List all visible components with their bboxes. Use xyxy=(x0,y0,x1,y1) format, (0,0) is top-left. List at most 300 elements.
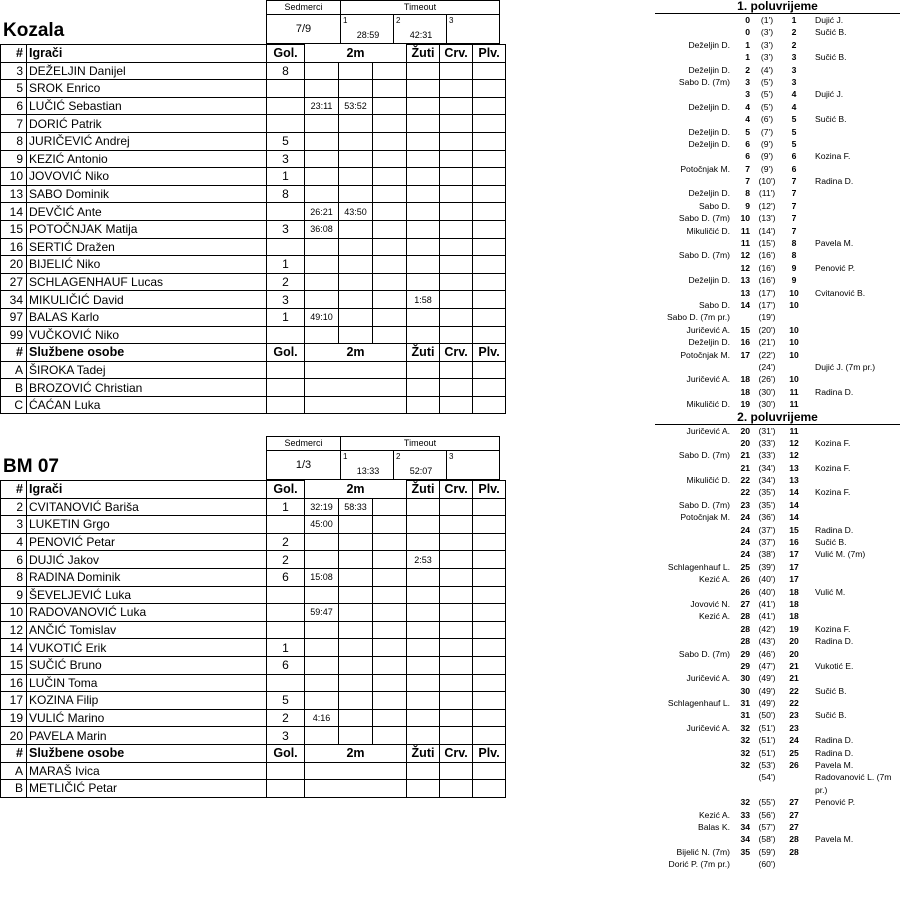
event-left-player: Sabo D. (7m) xyxy=(678,76,730,87)
event-right-player: Dujić J. (7m pr.) xyxy=(815,361,876,372)
player-blue xyxy=(473,308,506,326)
player-number: 3 xyxy=(1,516,27,534)
player-yellow xyxy=(407,308,440,326)
player-2m-1: 32:19 xyxy=(305,498,339,516)
event-left-score: 21 xyxy=(740,450,750,461)
event-right-score: 9 xyxy=(791,275,797,286)
event-minute: (36') xyxy=(758,512,776,523)
player-goals: 1 xyxy=(267,639,305,657)
event-minute: (16') xyxy=(758,275,776,286)
event-left-player: Juričević A. xyxy=(686,722,730,733)
event-row xyxy=(655,287,900,299)
player-2m-3 xyxy=(373,132,407,150)
event-left-player: Deželjin D. xyxy=(688,138,730,149)
player-yellow xyxy=(407,256,440,274)
player-2m-2 xyxy=(339,308,373,326)
event-right-player: Radina D. xyxy=(815,386,854,397)
event-right-score: 19 xyxy=(789,623,799,634)
event-right-score: 22 xyxy=(789,698,799,709)
player-yellow xyxy=(407,185,440,203)
event-right-score: 6 xyxy=(791,163,797,174)
event-left-score: 0 xyxy=(745,27,750,38)
player-row xyxy=(1,586,506,604)
player-yellow xyxy=(407,115,440,133)
players-table xyxy=(0,44,506,414)
event-left-score: 1 xyxy=(745,39,750,50)
col-hash: # xyxy=(1,744,27,762)
event-left-player: Deželjin D. xyxy=(688,337,730,348)
event-row xyxy=(655,212,900,224)
event-row xyxy=(655,486,900,498)
player-row xyxy=(1,568,506,586)
event-left-score: 14 xyxy=(740,299,750,310)
event-left-score: 24 xyxy=(740,549,750,560)
event-right-score: 4 xyxy=(791,89,797,100)
player-red xyxy=(440,326,473,344)
event-left-player: Deželjin D. xyxy=(688,64,730,75)
event-right-player: Sučić B. xyxy=(815,27,847,38)
player-red xyxy=(440,568,473,586)
table-header-row xyxy=(1,744,506,762)
event-minute: (51') xyxy=(758,735,776,746)
player-goals: 3 xyxy=(267,220,305,238)
official-2m xyxy=(305,361,407,379)
event-minute: (17') xyxy=(758,287,776,298)
event-minute: (58') xyxy=(758,834,776,845)
player-row xyxy=(1,498,506,516)
player-2m-3 xyxy=(373,150,407,168)
player-goals xyxy=(267,115,305,133)
event-left-score: 32 xyxy=(740,747,750,758)
player-red xyxy=(440,586,473,604)
player-name: CVITANOVIĆ Bariša xyxy=(27,498,267,516)
official-letter: B xyxy=(1,780,27,798)
player-row xyxy=(1,291,506,309)
event-left-player: Kezić A. xyxy=(698,574,730,585)
player-goals xyxy=(267,674,305,692)
event-minute: (41') xyxy=(758,611,776,622)
event-left-score: 29 xyxy=(740,648,750,659)
player-red xyxy=(440,132,473,150)
player-2m-1 xyxy=(305,586,339,604)
event-minute: (50') xyxy=(758,710,776,721)
table-header-row xyxy=(1,45,506,63)
player-blue xyxy=(473,203,506,221)
player-number: 16 xyxy=(1,238,27,256)
event-minute: (5') xyxy=(760,101,774,112)
col-goals: Gol. xyxy=(267,344,305,362)
event-left-player: Sabo D. (7m) xyxy=(678,250,730,261)
player-2m-3 xyxy=(373,727,407,745)
event-row xyxy=(655,462,900,474)
player-blue xyxy=(473,586,506,604)
event-row xyxy=(655,76,900,88)
player-2m-2 xyxy=(339,80,373,98)
event-right-player: Kozina F. xyxy=(815,462,851,473)
event-left-score: 7 xyxy=(745,176,750,187)
event-left-score: 24 xyxy=(740,537,750,548)
event-row xyxy=(655,796,900,808)
event-row xyxy=(655,511,900,523)
col-title: Službene osobe xyxy=(27,344,267,362)
player-blue xyxy=(473,185,506,203)
event-left-score: 1 xyxy=(745,52,750,63)
team-name: BM 07 xyxy=(3,456,59,477)
player-red xyxy=(440,80,473,98)
player-2m-3 xyxy=(373,115,407,133)
player-yellow: 2:53 xyxy=(407,551,440,569)
event-minute: (22') xyxy=(758,349,776,360)
event-right-score: 23 xyxy=(789,722,799,733)
event-row xyxy=(655,784,900,796)
official-letter: A xyxy=(1,762,27,780)
player-red xyxy=(440,674,473,692)
event-right-score: 5 xyxy=(791,126,797,137)
event-right-score: 7 xyxy=(791,213,797,224)
sedmerci-label: Sedmerci xyxy=(266,0,341,15)
event-left-player: Sabo D. (7m pr.) xyxy=(666,312,730,323)
event-right-score: 14 xyxy=(789,487,799,498)
player-yellow xyxy=(407,97,440,115)
player-goals: 6 xyxy=(267,656,305,674)
player-2m-1: 15:08 xyxy=(305,568,339,586)
event-left-score: 19 xyxy=(740,399,750,410)
player-2m-2 xyxy=(339,516,373,534)
col-title: Igrači xyxy=(27,45,267,63)
timeout-cell xyxy=(393,14,447,44)
event-row xyxy=(655,163,900,175)
player-number: 19 xyxy=(1,709,27,727)
event-right-player: Vulić M. xyxy=(815,586,846,597)
event-left-player: Deželjin D. xyxy=(688,275,730,286)
event-right-score: 17 xyxy=(789,549,799,560)
timeout-cell xyxy=(393,450,447,480)
official-row xyxy=(1,396,506,414)
player-2m-1 xyxy=(305,533,339,551)
player-goals: 1 xyxy=(267,168,305,186)
player-number: 2 xyxy=(1,498,27,516)
player-row xyxy=(1,674,506,692)
event-left-score: 16 xyxy=(740,337,750,348)
event-right-player: Sučić B. xyxy=(815,685,847,696)
event-right-player: Dujić J. xyxy=(815,15,844,25)
event-minute: (51') xyxy=(758,722,776,733)
event-left-score: 20 xyxy=(740,437,750,448)
timeout-cell xyxy=(446,450,500,480)
player-2m-3 xyxy=(373,308,407,326)
event-row xyxy=(655,299,900,311)
col-2m: 2m xyxy=(305,344,407,362)
event-right-player: Radovanović L. (7m xyxy=(815,772,892,783)
official-yellow xyxy=(407,780,440,798)
event-right-score: 26 xyxy=(789,760,799,771)
half-title: 1. poluvrijeme xyxy=(655,0,900,14)
player-name: RADINA Dominik xyxy=(27,568,267,586)
event-row xyxy=(655,821,900,833)
event-left-score: 5 xyxy=(745,126,750,137)
event-right-score: 7 xyxy=(791,225,797,236)
event-minute: (11') xyxy=(758,188,776,199)
player-2m-1: 59:47 xyxy=(305,604,339,622)
col-blue: Plv. xyxy=(473,344,506,362)
player-name: SROK Enrico xyxy=(27,80,267,98)
player-blue xyxy=(473,62,506,80)
player-red xyxy=(440,291,473,309)
event-right-score: 20 xyxy=(789,648,799,659)
event-right-score: 3 xyxy=(791,76,797,87)
player-2m-1 xyxy=(305,115,339,133)
event-left-score: 11 xyxy=(740,238,750,249)
event-left-score: 24 xyxy=(740,512,750,523)
player-yellow xyxy=(407,62,440,80)
player-2m-3 xyxy=(373,185,407,203)
event-minute: (17') xyxy=(758,299,776,310)
timeout-cell xyxy=(340,14,394,44)
player-blue xyxy=(473,132,506,150)
official-2m xyxy=(305,396,407,414)
official-2m xyxy=(305,780,407,798)
player-red xyxy=(440,256,473,274)
event-left-score: 32 xyxy=(740,722,750,733)
official-red xyxy=(440,361,473,379)
player-number: 14 xyxy=(1,639,27,657)
player-red xyxy=(440,168,473,186)
official-empty xyxy=(267,379,305,397)
col-blue: Plv. xyxy=(473,744,506,762)
official-yellow xyxy=(407,361,440,379)
event-right-score: 27 xyxy=(789,809,799,820)
col-2m: 2m xyxy=(305,45,407,63)
event-right-player: Radina D. xyxy=(815,176,854,187)
player-2m-1 xyxy=(305,62,339,80)
official-row xyxy=(1,379,506,397)
event-right-player: Sučić B. xyxy=(815,52,847,63)
event-right-score: 11 xyxy=(789,386,799,397)
col-hash: # xyxy=(1,45,27,63)
player-red xyxy=(440,516,473,534)
official-name: METLIČIĆ Petar xyxy=(27,780,267,798)
player-goals xyxy=(267,586,305,604)
event-minute: (49') xyxy=(758,673,776,684)
player-blue xyxy=(473,150,506,168)
col-yellow: Žuti xyxy=(407,344,440,362)
event-left-player: Mikuličić D. xyxy=(686,399,730,410)
event-minute: (9') xyxy=(760,151,774,162)
player-2m-2 xyxy=(339,709,373,727)
player-name: PAVELA Marin xyxy=(27,727,267,745)
event-minute: (3') xyxy=(760,27,774,38)
event-left-player: Schlagenhauf L. xyxy=(667,698,730,709)
event-right-score: 18 xyxy=(789,586,799,597)
event-right-player: Kozina F. xyxy=(815,151,851,162)
player-row xyxy=(1,656,506,674)
event-row xyxy=(655,26,900,38)
timeout-label: Timeout xyxy=(340,436,500,451)
col-goals: Gol. xyxy=(267,744,305,762)
event-minute: (12') xyxy=(758,200,776,211)
event-left-score: 17 xyxy=(740,349,750,360)
event-right-score: 17 xyxy=(789,561,799,572)
player-2m-2: 58:33 xyxy=(339,498,373,516)
player-yellow xyxy=(407,150,440,168)
player-number: 3 xyxy=(1,62,27,80)
half-title: 2. poluvrijeme xyxy=(655,411,900,425)
event-left-score: 12 xyxy=(740,262,750,273)
event-right-score: 4 xyxy=(791,101,797,112)
official-red xyxy=(440,762,473,780)
player-2m-2 xyxy=(339,291,373,309)
player-number: 9 xyxy=(1,586,27,604)
player-2m-2 xyxy=(339,132,373,150)
player-2m-3 xyxy=(373,220,407,238)
event-left-player: Juričević A. xyxy=(686,425,730,436)
player-2m-2 xyxy=(339,551,373,569)
player-2m-1: 45:00 xyxy=(305,516,339,534)
event-minute: (13') xyxy=(758,213,776,224)
event-right-player: Penović P. xyxy=(815,262,855,273)
player-name: MIKULIČIĆ David xyxy=(27,291,267,309)
event-left-player: Bijelić N. (7m) xyxy=(676,846,730,857)
player-red xyxy=(440,115,473,133)
player-row xyxy=(1,115,506,133)
player-row xyxy=(1,185,506,203)
player-row xyxy=(1,80,506,98)
player-number: 5 xyxy=(1,80,27,98)
event-minute: (54') xyxy=(758,772,776,783)
event-right-score: 8 xyxy=(791,238,797,249)
player-yellow xyxy=(407,692,440,710)
event-right-score: 14 xyxy=(789,512,799,523)
match-events-log xyxy=(655,0,900,871)
official-blue xyxy=(473,780,506,798)
event-row xyxy=(655,249,900,261)
event-left-score: 31 xyxy=(740,698,750,709)
event-minute: (33') xyxy=(758,437,776,448)
event-right-score: 14 xyxy=(789,499,799,510)
player-name: LUKETIN Grgo xyxy=(27,516,267,534)
event-right-score: 15 xyxy=(789,524,799,535)
event-row xyxy=(655,175,900,187)
event-right-score: 2 xyxy=(791,27,797,38)
event-row xyxy=(655,548,900,560)
player-blue xyxy=(473,115,506,133)
player-yellow xyxy=(407,568,440,586)
event-minute: (33') xyxy=(758,450,776,461)
player-red xyxy=(440,551,473,569)
player-name: DORIĆ Patrik xyxy=(27,115,267,133)
event-right-score: 9 xyxy=(791,262,797,273)
player-2m-3 xyxy=(373,238,407,256)
event-row xyxy=(655,747,900,759)
official-yellow xyxy=(407,762,440,780)
player-goals xyxy=(267,326,305,344)
event-left-score: 6 xyxy=(745,138,750,149)
col-red: Crv. xyxy=(440,344,473,362)
player-name: LUČIN Toma xyxy=(27,674,267,692)
table-header-row xyxy=(1,481,506,499)
event-right-player: Pavela M. xyxy=(815,760,854,771)
player-2m-2 xyxy=(339,727,373,745)
player-row xyxy=(1,238,506,256)
player-2m-1 xyxy=(305,326,339,344)
player-row xyxy=(1,308,506,326)
player-red xyxy=(440,727,473,745)
player-2m-1 xyxy=(305,621,339,639)
event-row xyxy=(655,685,900,697)
player-number: 15 xyxy=(1,220,27,238)
event-row xyxy=(655,858,900,870)
event-row xyxy=(655,274,900,286)
event-row xyxy=(655,474,900,486)
event-right-score: 17 xyxy=(789,574,799,585)
table-header-row xyxy=(1,344,506,362)
player-goals xyxy=(267,97,305,115)
player-row xyxy=(1,168,506,186)
event-left-score: 12 xyxy=(740,250,750,261)
player-yellow xyxy=(407,656,440,674)
event-minute: (53') xyxy=(758,760,776,771)
player-red xyxy=(440,604,473,622)
player-row xyxy=(1,256,506,274)
event-row xyxy=(655,311,900,323)
player-blue xyxy=(473,692,506,710)
event-right-player: Radina D. xyxy=(815,636,854,647)
event-left-score: 15 xyxy=(740,324,750,335)
player-2m-2 xyxy=(339,639,373,657)
event-minute: (21') xyxy=(758,337,776,348)
event-right-score: 24 xyxy=(789,735,799,746)
player-name: LUČIĆ Sebastian xyxy=(27,97,267,115)
player-row xyxy=(1,639,506,657)
event-right-player: Penović P. xyxy=(815,797,855,808)
event-left-score: 25 xyxy=(740,561,750,572)
player-2m-2 xyxy=(339,220,373,238)
player-goals xyxy=(267,604,305,622)
event-right-score: 6 xyxy=(791,151,797,162)
event-minute: (3') xyxy=(760,39,774,50)
event-right-score: 8 xyxy=(791,250,797,261)
col-yellow: Žuti xyxy=(407,744,440,762)
event-right-score: 20 xyxy=(789,636,799,647)
official-empty xyxy=(267,762,305,780)
event-minute: (30') xyxy=(758,399,776,410)
player-red xyxy=(440,709,473,727)
event-left-score: 34 xyxy=(740,834,750,845)
player-2m-3 xyxy=(373,639,407,657)
player-goals xyxy=(267,238,305,256)
event-right-score: 1 xyxy=(791,15,797,25)
event-left-score: 4 xyxy=(745,114,750,125)
event-left-score: 24 xyxy=(740,524,750,535)
sedmerci-timeout-box xyxy=(266,0,500,44)
player-2m-3 xyxy=(373,674,407,692)
player-red xyxy=(440,533,473,551)
event-left-player: Mikuličić D. xyxy=(686,475,730,486)
player-2m-3 xyxy=(373,498,407,516)
player-2m-2 xyxy=(339,273,373,291)
col-blue: Plv. xyxy=(473,45,506,63)
player-2m-2 xyxy=(339,326,373,344)
event-left-player: Balas K. xyxy=(697,822,730,832)
player-blue xyxy=(473,639,506,657)
player-2m-1 xyxy=(305,238,339,256)
event-right-player: Sučić B. xyxy=(815,537,847,548)
event-left-score: 23 xyxy=(740,499,750,510)
timeout-number: 2 xyxy=(396,16,401,25)
event-left-score: 28 xyxy=(740,611,750,622)
event-minute: (9') xyxy=(760,163,774,174)
player-number: 34 xyxy=(1,291,27,309)
